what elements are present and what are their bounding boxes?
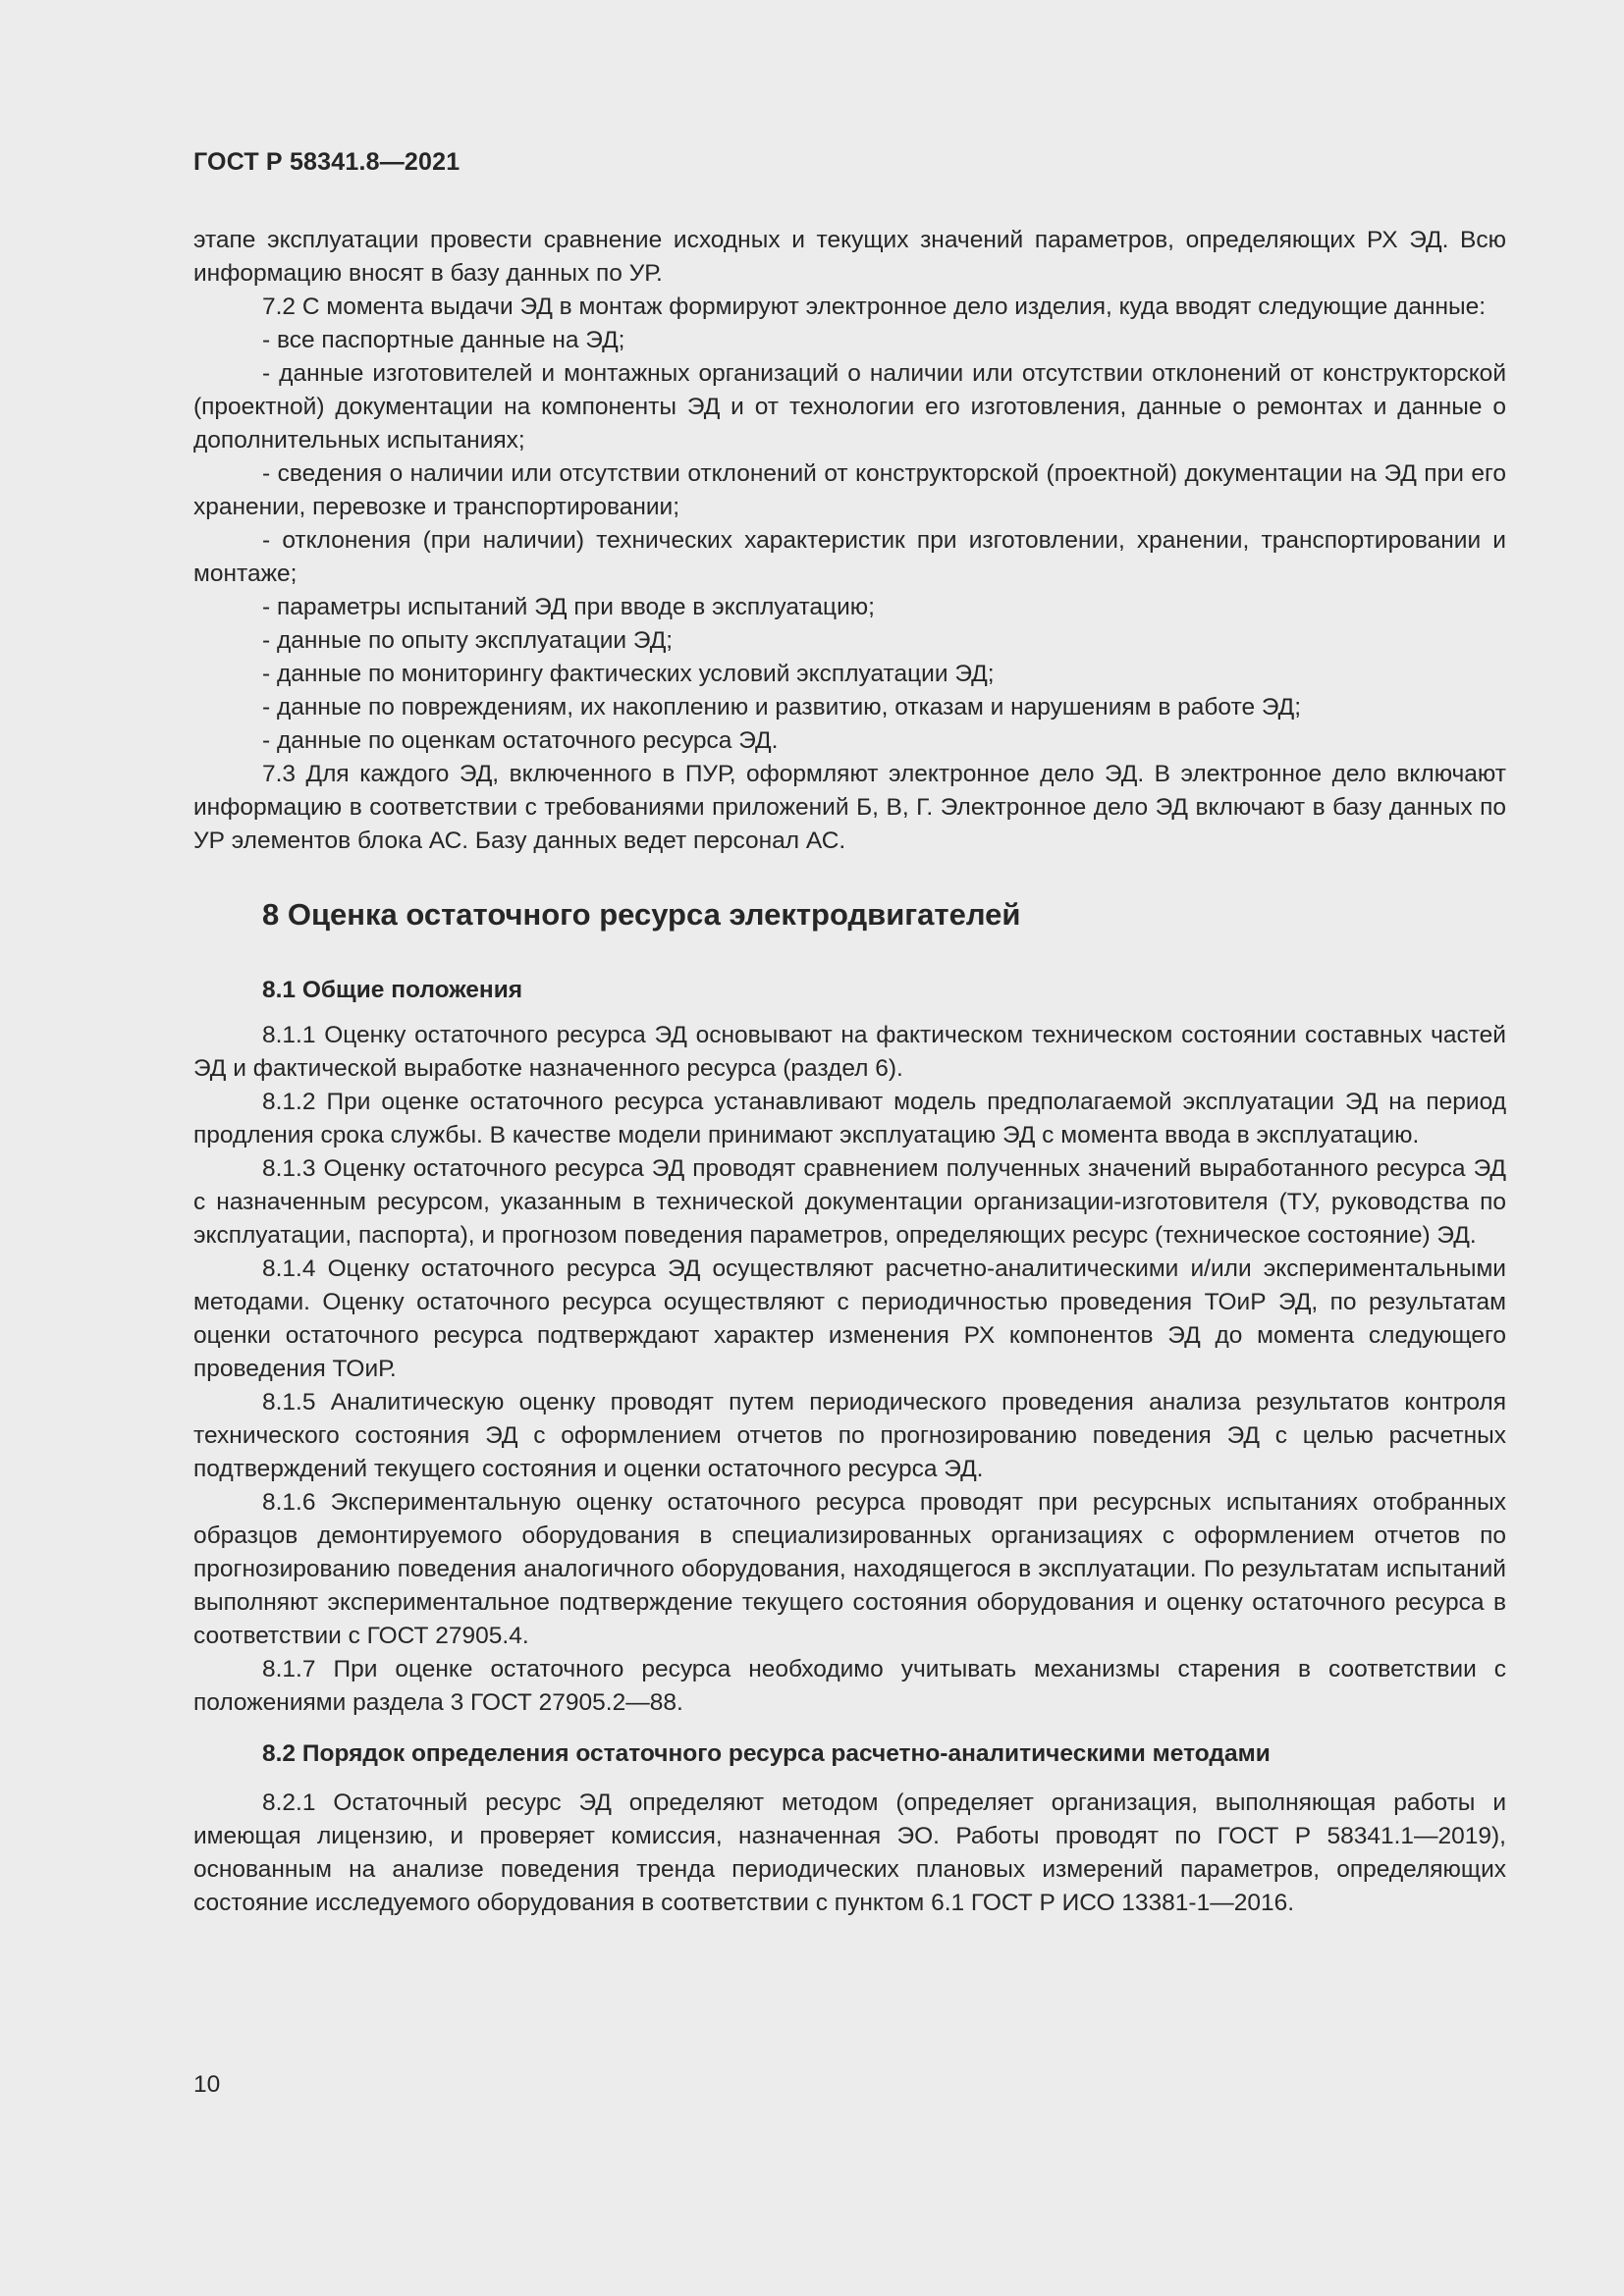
- paragraph-7-2: 7.2 С момента выдачи ЭД в монтаж формируют электронное дело изделия, куда вводят следующие данные:: [262, 294, 1487, 320]
- paragraph-8-1-3: 8.1.3 Оценку остаточного ресурса ЭД проводят сравнением полученных значений выработанного ресурса ЭД с назначенным ресурсом, указанным в технической документации организации-изготовителя (ТУ, руководства по эксплуатации, паспорта), и прогнозом поведения параметров, определяющих ресурс (техническое состояние) ЭД.: [193, 1155, 1506, 1249]
- page-number: 10: [193, 2071, 221, 2098]
- list-item: - данные по оценкам остаточного ресурса ЭД.: [262, 727, 779, 754]
- paragraph-8-1-6: 8.1.6 Экспериментальную оценку остаточного ресурса проводят при ресурсных испытаниях отобранных образцов демонтируемого оборудования в специализированных организациях с оформлением отчетов по прогнозированию поведения аналогичного оборудования, находящегося в эксплуатации. По результатам испытаний выполняют экспериментальное подтверждение текущего состояния оборудования и оценку остаточного ресурса в соответствии с ГОСТ 27905.4.: [193, 1489, 1506, 1649]
- paragraph-8-1-1: 8.1.1 Оценку остаточного ресурса ЭД основывают на фактическом техническом состоянии составных частей ЭД и фактической выработке назначенного ресурса (раздел 6).: [193, 1022, 1506, 1082]
- list-item: - данные по опыту эксплуатации ЭД;: [262, 627, 674, 654]
- list-item: - данные по повреждениям, их накоплению и развитию, отказам и нарушениям в работе ЭД;: [262, 694, 1302, 721]
- paragraph-8-1-4: 8.1.4 Оценку остаточного ресурса ЭД осуществляют расчетно-аналитическими и/или экспериментальными методами. Оценку остаточного ресурса осуществляют с периодичностью проведения ТОиР ЭД, по результатам оценки остаточного ресурса подтверждают характер изменения РХ компонентов ЭД до момента следующего проведения ТОиР.: [193, 1255, 1506, 1382]
- list-item: - все паспортные данные на ЭД;: [262, 327, 625, 353]
- section-8-heading: 8 Оценка остаточного ресурса электродвигателей: [262, 897, 1021, 932]
- paragraph-8-2-1: 8.2.1 Остаточный ресурс ЭД определяют методом (определяет организация, выполняющая работы и имеющая лицензию, и проверяет комиссия, назначенная ЭО. Работы проводят по ГОСТ Р 58341.1—2019), основанным на анализе поведения тренда периодических плановых измерений параметров, определяющих состояние исследуемого оборудования в соответствии с пунктом 6.1 ГОСТ Р ИСО 13381-1—2016.: [193, 1789, 1506, 1916]
- list-item: - данные изготовителей и монтажных организаций о наличии или отсутствии отклонений от конструкторской (проектной) документации на компоненты ЭД и от технологии его изготовления, данные о ремонтах и данные о дополнительных испытаниях;: [193, 360, 1506, 454]
- document-header: ГОСТ Р 58341.8—2021: [193, 148, 460, 176]
- subsection-8-2-heading: 8.2 Порядок определения остаточного ресурса расчетно-аналитическими методами: [262, 1740, 1271, 1767]
- list-item: - сведения о наличии или отсутствии отклонений от конструкторской (проектной) документации на ЭД при его хранении, перевозке и транспортировании;: [193, 460, 1506, 520]
- subsection-8-1-heading: 8.1 Общие положения: [262, 977, 523, 1003]
- document-body: [193, 224, 1506, 1920]
- paragraph-8-1-7: 8.1.7 При оценке остаточного ресурса необходимо учитывать механизмы старения в соответствии с положениями раздела 3 ГОСТ 27905.2—88.: [193, 1656, 1506, 1716]
- paragraph-8-1-5: 8.1.5 Аналитическую оценку проводят путем периодического проведения анализа результатов контроля технического состояния ЭД с оформлением отчетов по прогнозированию поведения ЭД с целью расчетных подтверждений текущего состояния и оценки остаточного ресурса ЭД.: [193, 1389, 1506, 1482]
- list-item: - отклонения (при наличии) технических характеристик при изготовлении, хранении, транспортировании и монтаже;: [193, 527, 1506, 587]
- list-item: - параметры испытаний ЭД при вводе в эксплуатацию;: [262, 594, 875, 620]
- paragraph-7-3: 7.3 Для каждого ЭД, включенного в ПУР, оформляют электронное дело ЭД. В электронное дело включают информацию в соответствии с требованиями приложений Б, В, Г. Электронное дело ЭД включают в базу данных по УР элементов блока АС. Базу данных ведет персонал АС.: [193, 761, 1506, 854]
- paragraph-continuation: этапе эксплуатации провести сравнение исходных и текущих значений параметров, определяющих РХ ЭД. Всю информацию вносят в базу данных по УР.: [193, 227, 1506, 287]
- paragraph-8-1-2: 8.1.2 При оценке остаточного ресурса устанавливают модель предполагаемой эксплуатации ЭД на период продления срока службы. В качестве модели принимают эксплуатацию ЭД с момента ввода в эксплуатацию.: [193, 1089, 1506, 1148]
- list-item: - данные по мониторингу фактических условий эксплуатации ЭД;: [262, 661, 995, 687]
